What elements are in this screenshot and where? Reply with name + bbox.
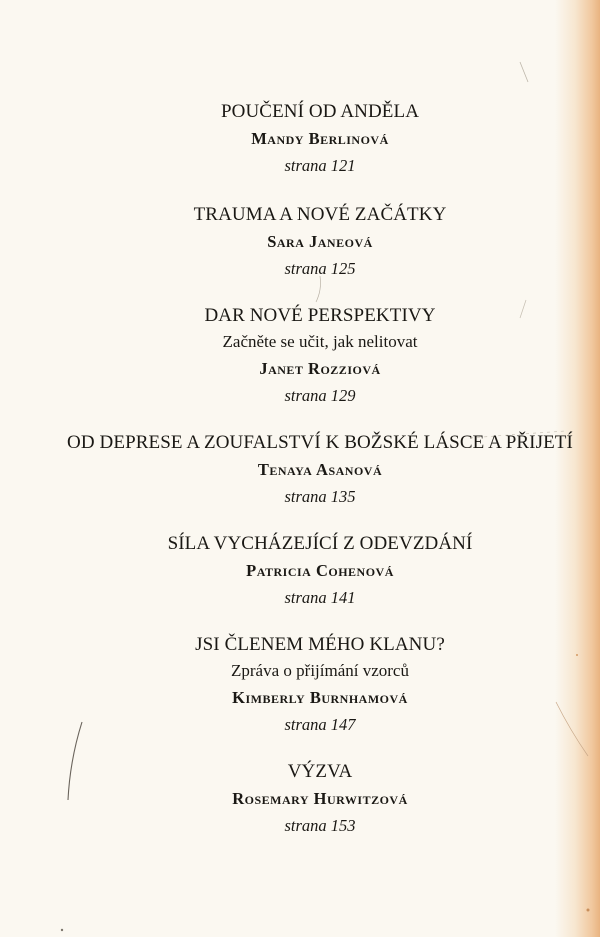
entry-author: Patricia Cohenová [246,561,394,580]
toc-entry [0,631,600,738]
entry-title: VÝZVA [287,761,353,782]
entry-title: TRAUMA A NOVÉ ZAČÁTKY [193,204,447,225]
entry-page-ref: strana 125 [284,259,356,278]
entry-title: JSI ČLENEM MÉHO KLANU? [195,634,445,655]
entry-title: SÍLA VYCHÁZEJÍCÍ Z ODEVZDÁNÍ [167,533,473,554]
entry-page-ref: strana 141 [284,588,356,607]
entry-author: Janet Rozziová [259,359,381,378]
entry-title: DAR NOVÉ PERSPEKTIVY [204,305,436,326]
table-of-contents [0,98,600,859]
entry-subtitle: Zpráva o přijímání vzorců [231,661,409,680]
entry-author: Rosemary Hurwitzová [232,789,408,808]
entry-page-ref: strana 135 [284,487,356,506]
entry-author: Tenaya Asanová [257,460,383,479]
entry-subtitle: Začněte se učit, jak nelitovat [222,332,418,351]
entry-page-ref: strana 153 [284,816,356,835]
toc-entry [0,758,600,839]
entry-author: Kimberly Burnhamová [232,688,408,707]
toc-entry [0,429,600,510]
entry-title: OD DEPRESE A ZOUFALSTVÍ K BOŽSKÉ LÁSCE A PŘIJETÍ [67,432,573,453]
entry-page-ref: strana 121 [284,156,356,175]
entry-page-ref: strana 147 [284,715,356,734]
toc-entry [0,530,600,611]
entry-page-ref: strana 129 [284,386,356,405]
toc-entry [0,302,600,409]
entry-title: POUČENÍ OD ANDĚLA [220,101,420,122]
entry-author: Sara Janeová [267,232,373,251]
toc-entry [0,201,600,282]
toc-entry [0,98,600,179]
entry-author: Mandy Berlinová [251,129,389,148]
